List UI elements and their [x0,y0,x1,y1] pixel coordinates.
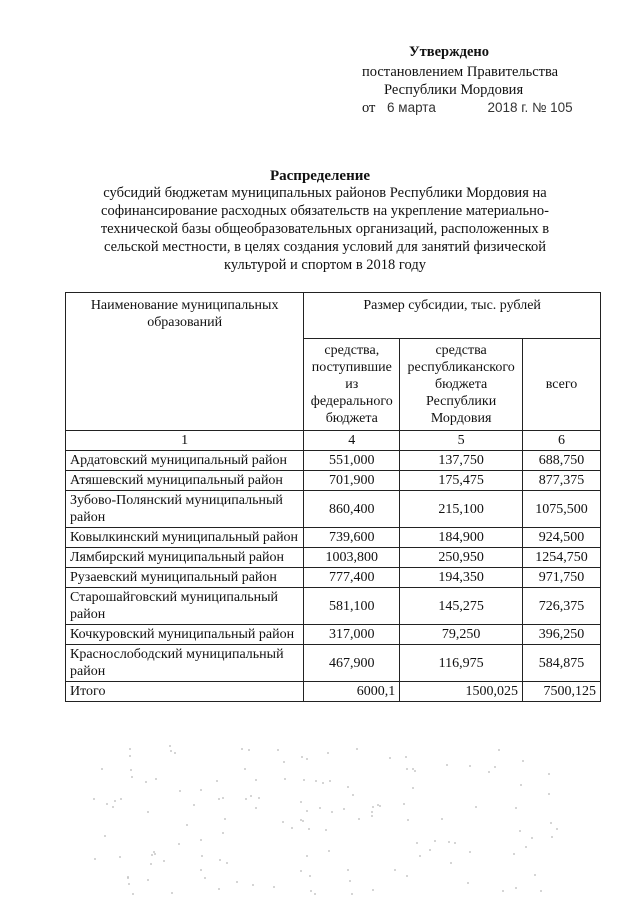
federal-amount: 581,100 [304,588,400,625]
approval-date-line [362,100,573,117]
total-amount: 688,750 [522,451,600,471]
scan-speck [258,797,260,799]
scan-speck [224,818,226,820]
scan-speck [244,768,246,770]
scan-speck [93,798,95,800]
scan-speck [406,768,408,770]
federal-amount: 860,400 [304,491,400,528]
scan-speck [171,892,173,894]
scan-speck [277,749,279,751]
scan-speck [127,877,129,879]
total-amount: 1075,500 [522,491,600,528]
scan-speck [303,779,305,781]
scan-speck [300,801,302,803]
scan-speck [515,887,517,889]
scan-speck [488,771,490,773]
scan-speck [550,822,552,824]
republic-amount: 145,275 [400,588,523,625]
scan-speck [163,860,165,862]
scan-speck [429,849,431,851]
scan-speck [371,815,373,817]
scan-speck [306,855,308,857]
scan-speck [94,858,96,860]
scan-speck [310,890,312,892]
scan-speck [314,893,316,895]
scan-speck [273,886,275,888]
total-amount: 924,500 [522,528,600,548]
scan-speck [155,778,157,780]
federal-amount: 317,000 [304,625,400,645]
scan-speck [150,863,152,865]
scan-speck [351,893,353,895]
scan-speck [129,755,131,757]
scan-speck [255,779,257,781]
scan-speck [325,829,327,831]
scan-speck [147,879,149,881]
table-row [66,625,601,645]
scan-speck [245,798,247,800]
scan-speck [475,806,477,808]
total-amount: 1254,750 [522,548,600,568]
scan-speck [302,820,304,822]
district-name: Краснослободский муниципальный район [66,645,304,682]
scan-speck [343,808,345,810]
republic-amount: 215,100 [400,491,523,528]
scan-speck [448,841,450,843]
republic-amount: 250,950 [400,548,523,568]
table-row [66,491,601,528]
col-number: 4 [304,431,400,451]
scan-speck [201,855,203,857]
scan-speck [414,770,416,772]
scan-speck [349,880,351,882]
scan-speck [548,773,550,775]
district-name: Рузаевский муниципальный район [66,568,304,588]
header-size: Размер субсидии, тыс. рублей [304,293,601,339]
scan-speck [119,856,121,858]
scan-speck [174,752,176,754]
scan-speck [151,854,153,856]
scan-speck [120,798,122,800]
republic-amount: 175,475 [400,471,523,491]
scan-speck [329,780,331,782]
total-amount: 726,375 [522,588,600,625]
federal-amount: 1003,800 [304,548,400,568]
scan-speck [450,862,452,864]
scan-speck [531,837,533,839]
scan-speck [416,842,418,844]
scan-speck [284,778,286,780]
scan-speck [377,804,379,806]
scan-speck [556,828,558,830]
scan-speck [193,804,195,806]
federal-amount: 739,600 [304,528,400,548]
district-name: Зубово-Полянский муниципальный район [66,491,304,528]
federal-amount: 467,900 [304,645,400,682]
date-day-month: 6 марта [387,100,436,115]
scan-speck [522,760,524,762]
total-amount: 877,375 [522,471,600,491]
scan-speck [178,843,180,845]
scan-speck [252,884,254,886]
header-federal: средства, поступившие из федерального бюджета [304,339,400,431]
scan-speck [407,819,409,821]
scan-speck [327,752,329,754]
header-name: Наименование муниципальных образований [66,293,304,431]
scan-speck [101,768,103,770]
scan-speck [319,807,321,809]
scan-speck [540,890,542,892]
scan-speck [106,803,108,805]
scan-speck [153,851,155,853]
scan-speck [454,842,456,844]
scan-speck [502,890,504,892]
approval-line-2: Республики Мордовия [384,82,524,98]
total-republic: 1500,025 [400,682,523,702]
col-number: 5 [400,431,523,451]
scan-speck [322,782,324,784]
scan-speck [372,806,374,808]
total-federal: 6000,1 [304,682,400,702]
scan-speck [494,766,496,768]
scan-speck [216,780,218,782]
scan-speck [129,748,131,750]
scan-speck [147,811,149,813]
district-name: Ардатовский муниципальный район [66,451,304,471]
scan-speck [358,818,360,820]
scan-speck [419,855,421,857]
total-amount: 584,875 [522,645,600,682]
approval-heading: Утверждено [409,44,489,60]
scan-speck [515,807,517,809]
document-subtitle: субсидий бюджетам муниципальных районов Республики Мордовия на софинансирование расходных обязательств на укрепление материально-технической базы общеобразовательных организаций, расположенных в сельской местности, в целях создания условий для занятий физической культурой и спортом в 2018 году [100,185,550,273]
scan-speck [331,811,333,813]
scan-speck [300,819,302,821]
scan-speck [467,882,469,884]
scan-speck [218,798,220,800]
total-amount: 396,250 [522,625,600,645]
scan-speck [347,869,349,871]
republic-amount: 137,750 [400,451,523,471]
scan-speck [236,881,238,883]
scan-speck [222,797,224,799]
scan-speck [347,786,349,788]
scan-speck [371,811,373,813]
federal-amount: 551,000 [304,451,400,471]
scan-speck [248,749,250,751]
scan-speck [291,827,293,829]
district-name: Кочкуровский муниципальный район [66,625,304,645]
scan-speck [525,846,527,848]
scan-speck [255,807,257,809]
scan-speck [446,764,448,766]
scan-speck [379,805,381,807]
federal-amount: 701,900 [304,471,400,491]
scan-speck [131,776,133,778]
scan-speck [328,850,330,852]
scan-speck [112,806,114,808]
scan-speck [204,877,206,879]
scan-speck [406,875,408,877]
scan-speck [534,874,536,876]
scan-speck [519,830,521,832]
district-name: Лямбирский муниципальный район [66,548,304,568]
scan-speck [219,859,221,861]
scan-speck [200,869,202,871]
date-year: 2018 г. № [487,100,547,115]
table-row [66,548,601,568]
republic-amount: 116,975 [400,645,523,682]
header-total: всего [522,339,600,431]
scan-speck [145,781,147,783]
scan-speck [154,853,156,855]
scan-speck [250,795,252,797]
scan-speck [513,853,515,855]
scan-speck [130,769,132,771]
header-republic: средства республиканского бюджета Республики Мордовия [400,339,523,431]
approval-line-1: постановлением Правительства [362,64,559,80]
document-title: Распределение [269,168,371,184]
scan-speck [222,832,224,834]
scan-speck [170,750,172,752]
date-prefix: от [362,100,376,116]
scan-speck [309,875,311,877]
scan-speck [394,869,396,871]
scan-speck [315,780,317,782]
scan-speck [520,784,522,786]
table-row [66,528,601,548]
scan-speck [356,748,358,750]
scan-speck [169,745,171,747]
republic-amount: 79,250 [400,625,523,645]
scan-speck [283,761,285,763]
table-row [66,588,601,625]
district-name: Атяшевский муниципальный район [66,471,304,491]
table-row [66,451,601,471]
scan-speck [405,756,407,758]
scan-speck [114,800,116,802]
scan-speck [352,794,354,796]
total-row [66,682,601,702]
scan-speck [412,787,414,789]
col-number: 1 [66,431,304,451]
subsidy-table [65,292,601,702]
republic-amount: 184,900 [400,528,523,548]
district-name: Старошайговский муниципальный район [66,588,304,625]
scan-speck [441,818,443,820]
scan-speck [186,824,188,826]
scan-speck [179,790,181,792]
scan-speck [104,835,106,837]
scan-speck [200,789,202,791]
scan-speck [372,889,374,891]
column-number-row [66,431,601,451]
scan-speck [403,803,405,805]
scan-speck [132,893,134,895]
table-body [66,451,601,682]
scan-speck [498,749,500,751]
total-sum: 7500,125 [522,682,600,702]
scan-speck [128,883,130,885]
col-number: 6 [522,431,600,451]
scan-speck [308,828,310,830]
scan-speck [469,765,471,767]
scan-speck [218,888,220,890]
table-row [66,471,601,491]
scan-speck [469,851,471,853]
scan-speck [389,757,391,759]
scan-speck [301,756,303,758]
scan-speck [434,840,436,842]
document-number: 105 [550,100,573,115]
republic-amount: 194,350 [400,568,523,588]
scan-speck [241,748,243,750]
total-amount: 971,750 [522,568,600,588]
scan-speck [226,862,228,864]
scan-speck [282,821,284,823]
scan-speck [306,810,308,812]
table-row [66,645,601,682]
scan-speck [548,793,550,795]
total-label: Итого [66,682,304,702]
scan-speck [200,839,202,841]
scan-speck [551,836,553,838]
scan-speck [306,758,308,760]
federal-amount: 777,400 [304,568,400,588]
district-name: Ковылкинский муниципальный район [66,528,304,548]
scan-speck [300,870,302,872]
table-row [66,568,601,588]
